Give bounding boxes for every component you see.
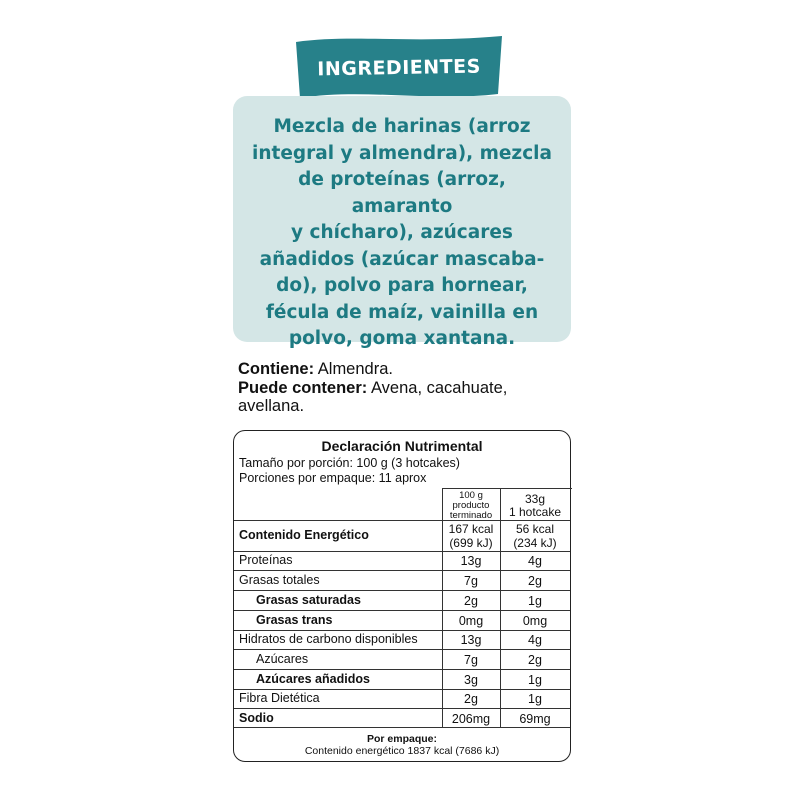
row-col1: 13g [460,633,482,647]
contains-line [238,360,578,379]
nutrition-title: Declaración Nutrimental [321,438,483,454]
row-col2: 4g [528,554,542,568]
contains-label: Contiene: [238,360,315,378]
row-line [234,649,570,650]
row-line [234,689,570,690]
ingredients-full-text [0,0,1,1]
energy-label: Contenido Energético [239,528,369,542]
row-col2: 1g [528,692,542,706]
row-label-sodium: Sodio [239,711,274,725]
ingredients-line: integral y almendra), mezcla [251,142,552,164]
row-col2: 69mg [519,712,551,726]
ingredients-line: do), polvo para hornear, [276,275,528,296]
ingredients-text [247,114,557,353]
row-col1: 2g [464,692,478,706]
row-label-carbs: Hidratos de carbono disponibles [239,632,418,646]
row-line [234,708,570,709]
may-contain-value: Avena, cacahuate, [367,378,508,397]
nutrition-table [233,430,571,762]
row-label-fiber: Fibra Dietética [239,691,320,705]
row-col1: 3g [464,673,478,687]
row-line [234,610,570,611]
ingredients-line: de proteínas (arroz, amaranto [298,169,506,217]
row-col1: 7g [464,653,478,667]
row-col1: 2g [464,594,478,608]
row-col1: 0mg [458,614,484,628]
header-top-line [442,488,572,489]
ingredients-line: polvo, goma xantana. [288,328,516,349]
contains-value: Almendra. [314,360,393,378]
row-label-trans-fat: Grasas trans [256,613,333,627]
ingredients-line: Mezcla de harinas (arroz [273,116,531,137]
may-contain-line [238,379,578,398]
banner-title: INGREDIENTES [317,55,481,81]
serving-size: Tamaño por porción: 100 g (3 hotcakes) [239,456,460,470]
row-label-proteins: Proteínas [239,553,293,567]
row-line [234,630,570,631]
allergen-info [238,360,578,416]
row-line [234,570,570,571]
energy-col2: 56 kcal (234 kJ) [513,522,557,550]
col1-header: 100 g producto terminado [449,490,493,521]
row-col1: 7g [464,574,478,588]
row-line [234,727,570,728]
row-label-sugars: Azúcares [256,652,309,666]
col2-header: 33g 1 hotcake [508,492,562,519]
per-package-energy: Contenido energético 1837 kcal (7686 kJ) [304,745,500,757]
row-col2: 2g [528,574,542,588]
may-contain-line-2: avellana. [238,397,305,415]
ingredients-box [233,96,571,349]
row-col1: 13g [460,554,482,568]
row-label-saturated-fat: Grasas saturadas [256,593,361,607]
row-col2: 2g [528,653,542,667]
row-line [234,590,570,591]
row-col2: 0mg [522,614,548,628]
row-col2: 1g [528,594,542,608]
ingredients-line: fécula de maíz, vainilla en [265,301,539,323]
ingredients-line: y chícharo), azúcares [291,222,513,243]
row-label-added-sugars: Azúcares añadidos [256,672,370,686]
ingredients-banner [292,32,506,100]
may-contain-label: Puede contener: [238,378,368,397]
ingredients-line: añadidos (azúcar mascaba- [259,248,545,270]
servings-per-package: Porciones por empaque: 11 aprox [239,471,427,485]
row-label-total-fat: Grasas totales [239,573,320,587]
row-col2: 1g [528,673,542,687]
row-line [234,520,570,521]
row-line [234,551,570,552]
energy-col1: 167 kcal (699 kJ) [448,522,494,550]
row-line [234,669,570,670]
per-package-title: Por empaque: [366,733,437,745]
row-col1: 206mg [451,712,491,726]
row-col2: 4g [528,633,542,647]
